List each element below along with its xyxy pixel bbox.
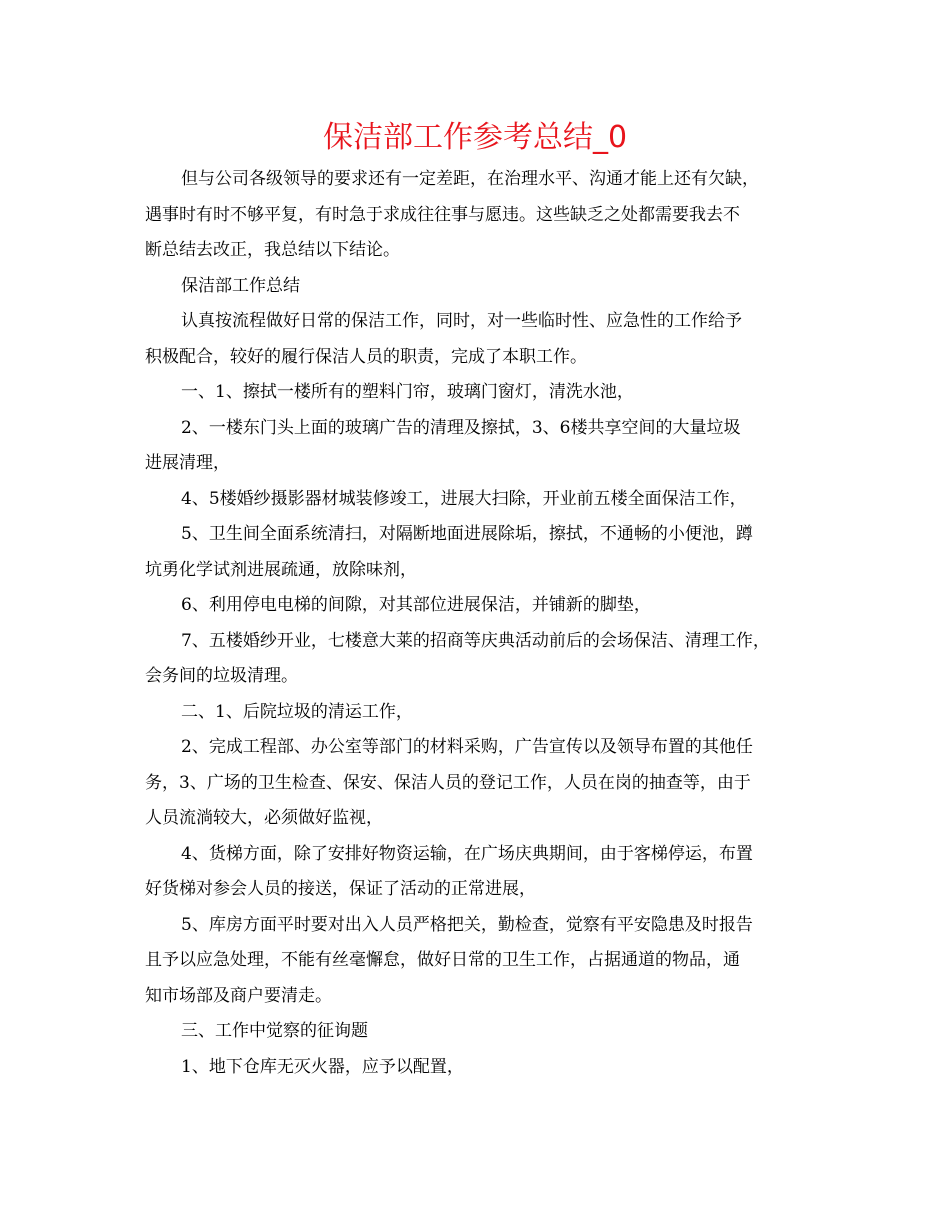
body-line: 4、5楼婚纱摄影器材城装修竣工，进展大扫除，开业前五楼全面保洁工作， [181,488,747,509]
document-body [145,162,813,1085]
body-line: 6、利用停电电梯的间隙，对其部位进展保洁，并铺新的脚垫， [181,595,651,615]
body-line: 进展清理， [145,453,230,473]
body-line: 5、库房方面平时要对出入人员严格把关，勤检查，觉察有平安隐患及时报告 [181,914,753,935]
body-line: 7、五楼婚纱开业，七楼意大莱的招商等庆典活动前后的会场保洁、清理工作， [181,630,770,651]
body-line: 5、卫生间全面系统清扫，对隔断地面进展除垢，擦拭，不通畅的小便池，蹲 [181,524,753,544]
body-line: 认真按流程做好日常的保洁工作，同时，对一些临时性、应急性的工作给予 [181,311,742,331]
body-line: 知市场部及商户要清走。 [145,985,332,1006]
body-line: 遇事时有时不够平复，有时急于求成往往事与愿违。这些缺乏之处都需要我去不 [145,204,740,225]
body-line: 三、工作中觉察的征询题 [181,1021,368,1041]
body-line: 会务间的垃圾清理。 [145,666,298,686]
body-line: 二、1、后院垃圾的清运工作， [181,701,413,722]
body-line: 一、1、擦拭一楼所有的塑料门帘，玻璃门窗灯，清洗水池， [181,382,634,402]
body-line: 务，3、广场的卫生检查、保安、保洁人员的登记工作，人员在岗的抽查等，由于 [145,772,751,793]
body-line: 保洁部工作总结 [181,275,300,296]
body-line: 4、货梯方面，除了安排好物资运输，在广场庆典期间，由于客梯停运，布置 [181,843,753,864]
body-line: 坑勇化学试剂进展疏通，放除味剂， [145,559,417,580]
body-line: 2、一楼东门头上面的玻璃广告的清理及擦拭，3、6楼共享空间的大量垃圾 [181,417,741,438]
body-line: 断总结去改正，我总结以下结论。 [145,240,400,260]
body-line: 人员流淌较大，必须做好监视， [145,808,383,828]
body-line: 但与公司各级领导的要求还有一定差距，在治理水平、沟通才能上还有欠缺， [181,169,759,189]
body-line: 好货梯对参会人员的接送，保证了活动的正常进展， [145,879,536,899]
page-title: 保洁部工作参考总结_0 [322,120,628,155]
body-line: 2、完成工程部、办公室等部门的材料采购，广告宣传以及领导布置的其他任 [181,737,753,757]
body-line: 积极配合，较好的履行保洁人员的职责，完成了本职工作。 [145,346,587,367]
body-line: 且予以应急处理，不能有丝毫懈怠，做好日常的卫生工作，占据通道的物品，通 [145,950,740,970]
body-line: 1、地下仓库无灭火器，应予以配置， [181,1056,464,1077]
